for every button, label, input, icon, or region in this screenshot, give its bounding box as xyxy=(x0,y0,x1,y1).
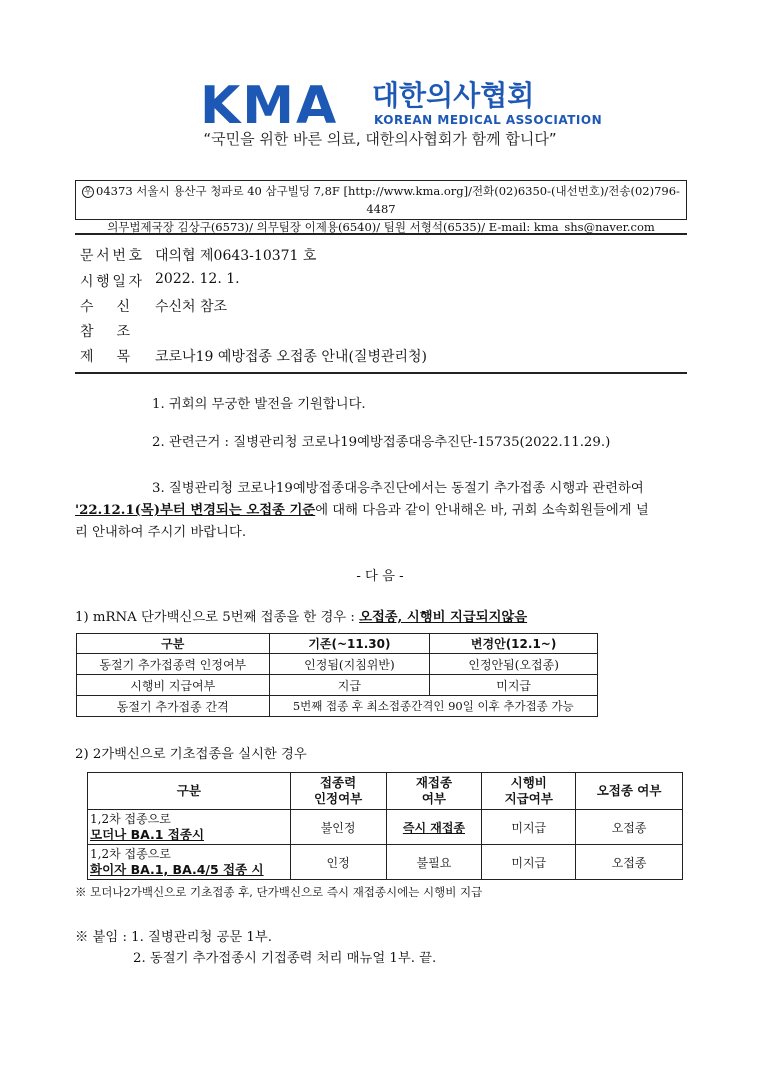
contact-line-1: 우 04373 서울시 용산구 청파로 40 삼구빌딩 7,8F [http://www.kma.org]/전화(02)6350-(내선번호)/전송(02)796-4487 xyxy=(76,182,686,218)
section-1-result: 오접종, 시행비 지급되지않음 xyxy=(359,610,528,625)
attachment-line-1: ※ 붙임 : 1. 질병관리청 공문 1부. xyxy=(75,930,272,945)
meta-value: 대의협 제0643-10371 호 xyxy=(155,248,317,264)
table-header-row xyxy=(77,634,598,654)
row-label: 1,2차 접종으로 모더나 BA.1 접종시 xyxy=(88,810,291,845)
section-divider: - 다 음 - xyxy=(356,569,404,584)
divider-meta xyxy=(75,372,687,374)
meta-label: 제 목 xyxy=(80,349,130,365)
meta-label: 문 서 번 호 xyxy=(80,248,142,264)
attachment-line-2: 2. 동절기 추가접종시 기접종력 처리 매뉴얼 1부. 끝. xyxy=(133,951,437,966)
meta-value: 수신처 참조 xyxy=(155,299,228,315)
table-row: 1,2차 접종으로 모더나 BA.1 접종시 불인정 즉시 재접종 미지급 오접종 xyxy=(88,810,683,845)
divider-top xyxy=(75,233,687,235)
table-bivalent xyxy=(87,772,683,880)
paragraph-3-line-2: '22.12.1(목)부터 변경되는 오접종 기준에 대해 다음과 같이 안내해온 바, 귀회 소속회원들에게 널 xyxy=(75,503,649,518)
table-header-cell: 구분 xyxy=(77,634,270,654)
meta-value: 2022. 12. 1. xyxy=(155,271,240,287)
table-header-row xyxy=(88,773,683,810)
table-row: 동절기 추가접종 간격 5번째 접종 후 최소접종간격인 90일 이후 추가접종 가능 xyxy=(77,696,598,717)
org-name-kr: 대한의사협회 xyxy=(372,79,535,112)
table-header-cell: 시행비 지급여부 xyxy=(482,773,576,810)
meta-label: 시 행 일 자 xyxy=(80,274,142,290)
table-header-cell: 변경안(12.1~) xyxy=(430,634,598,654)
table-header-cell: 접종력 인정여부 xyxy=(290,773,386,810)
row-label: 1,2차 접종으로 화이자 BA.1, BA.4/5 접종 시 xyxy=(88,845,291,880)
kma-logo: KMA xyxy=(200,76,339,136)
section-2-note: ※ 모더나2가백신으로 기초접종 후, 단가백신으로 즉시 재접종시에는 시행비 지급 xyxy=(75,885,483,899)
table-mrna xyxy=(76,633,598,717)
org-name-en: KOREAN MEDICAL ASSOCIATION xyxy=(374,113,603,127)
paragraph-3-line-1: 3. 질병관리청 코로나19예방접종대응추진단에서는 동절기 추가접종 시행과 관련하여 xyxy=(152,481,644,496)
table-header-cell: 구분 xyxy=(88,773,291,810)
table-header-cell: 기존(~11.30) xyxy=(269,634,430,654)
table-row: 동절기 추가접종력 인정여부 인정됨(지침위반) 인정안됨(오접종) xyxy=(77,654,598,675)
postal-mark-icon: 우 xyxy=(82,186,94,198)
meta-label: 수 신 xyxy=(80,299,130,315)
table-row: 시행비 지급여부 지급 미지급 xyxy=(77,675,598,696)
slogan: “국민을 위한 바른 의료, 대한의사협회가 함께 합니다” xyxy=(203,130,557,148)
table-header-cell: 오접종 여부 xyxy=(576,773,683,810)
meta-value: 코로나19 예방접종 오접종 안내(질병관리청) xyxy=(155,349,427,365)
paragraph-3-line-3: 리 안내하여 주시기 바랍니다. xyxy=(75,525,247,540)
section-1-title: 1) mRNA 단가백신으로 5번째 접종을 한 경우 : 오접종, 시행비 지급되지않음 xyxy=(75,610,528,625)
table-row: 1,2차 접종으로 화이자 BA.1, BA.4/5 접종 시 인정 불필요 미지급 오접종 xyxy=(88,845,683,880)
contact-line-2: 의무법제국장 김상구(6573)/ 의무팀장 이제용(6540)/ 팀원 서형석(6535)/ E-mail: kma_shs@naver.com xyxy=(107,220,655,234)
table-header-cell: 재접종 여부 xyxy=(386,773,482,810)
meta-label: 참 조 xyxy=(80,324,130,340)
paragraph-1: 1. 귀회의 무궁한 발전을 기원합니다. xyxy=(152,397,366,412)
criteria-highlight: '22.12.1(목)부터 변경되는 오접종 기준 xyxy=(75,503,316,518)
section-2-title: 2) 2가백신으로 기초접종을 실시한 경우 xyxy=(75,747,307,762)
paragraph-2: 2. 관련근거 : 질병관리청 코로나19예방접종대응추진단-15735(2022.11.29.) xyxy=(152,435,611,450)
contact-box xyxy=(75,180,687,234)
